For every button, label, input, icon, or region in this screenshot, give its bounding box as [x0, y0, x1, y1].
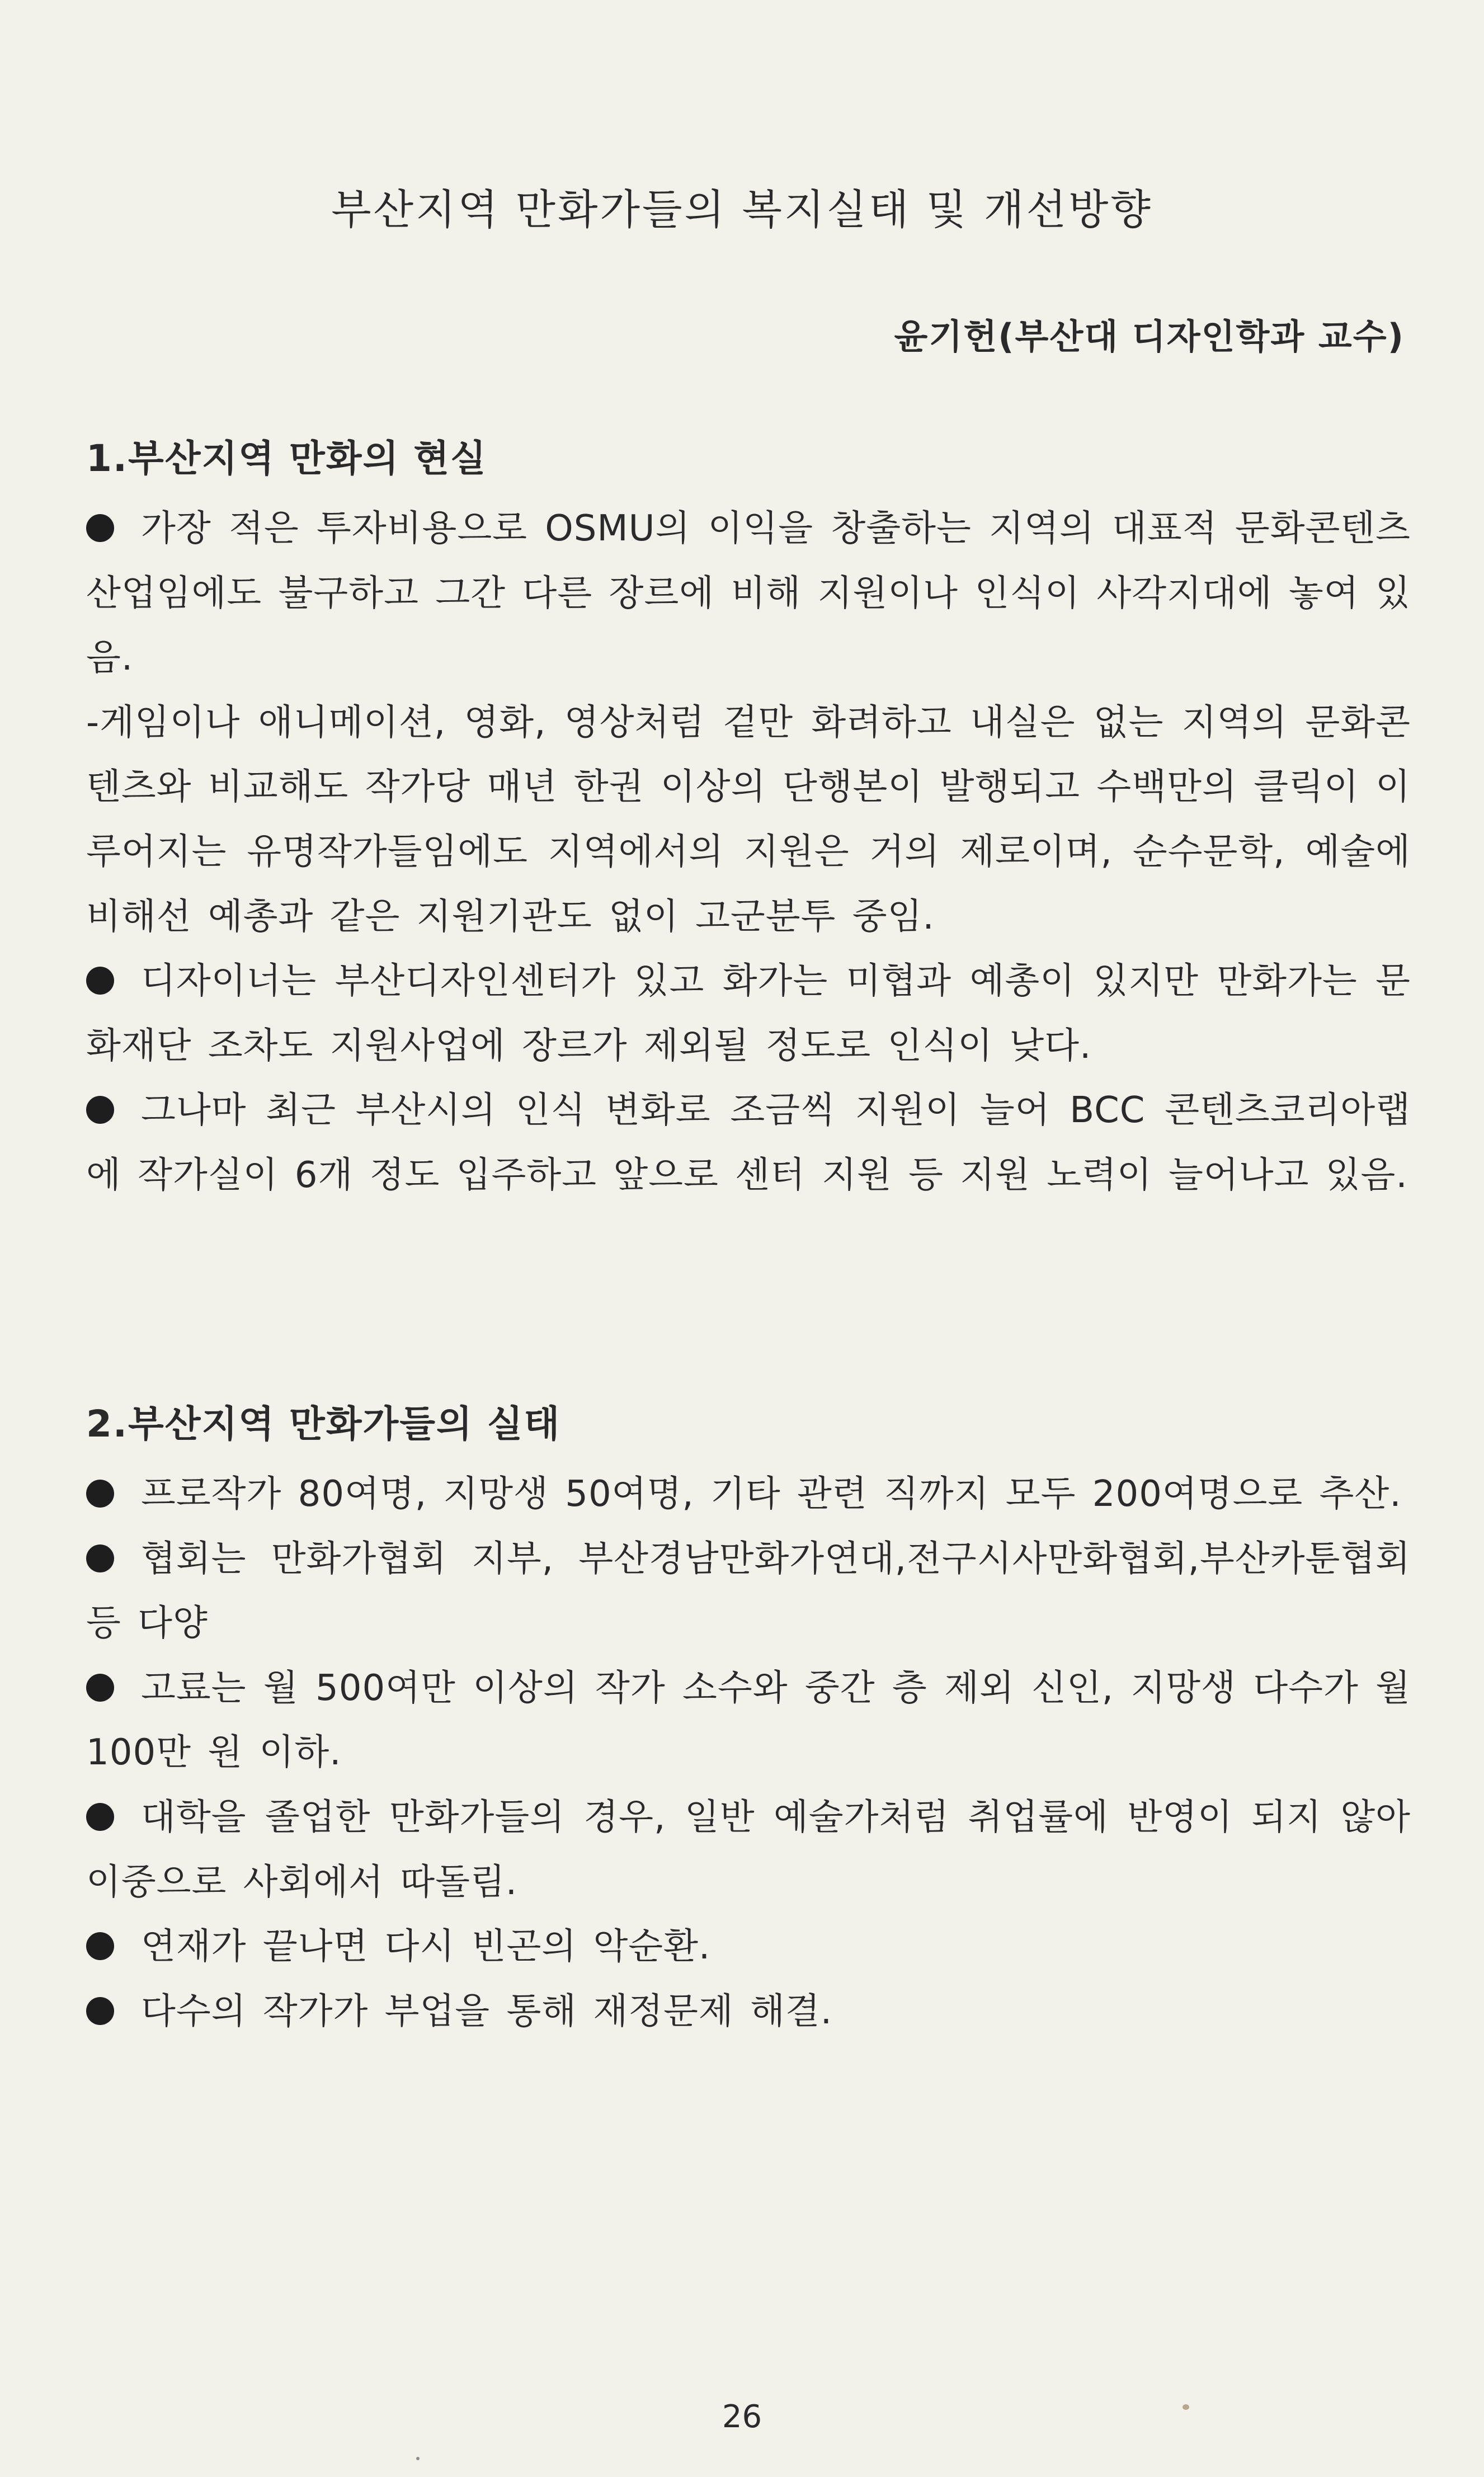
bullet-icon: [86, 1803, 114, 1831]
paragraph-text: 디자이너는 부산디자인센터가 있고 화가는 미협과 예총이 있지만 만화가는 문화재단 조차도 지원사업에 장르가 제외될 정도로 인식이 낮다.: [86, 960, 1411, 1067]
bullet-icon: [86, 514, 114, 542]
bullet-paragraph: [86, 1980, 1411, 2045]
bullet-paragraph: [86, 1527, 1411, 1656]
bullet-icon: [86, 1096, 114, 1124]
bullet-icon: [86, 1997, 114, 2025]
paragraph-text: 그나마 최근 부산시의 인식 변화로 조금씩 지원이 늘어 BCC 콘텐츠코리아랩에 작가실이 6개 정도 입주하고 앞으로 센터 지원 등 지원 노력이 늘어나고 있음.: [86, 1090, 1411, 1196]
bullet-paragraph: [86, 1656, 1411, 1786]
paragraph-text: -게임이나 애니메이션, 영화, 영상처럼 겉만 화려하고 내실은 없는 지역의 문화콘텐츠와 비교해도 작가당 매년 한권 이상의 단행본이 발행되고 수백만의 클릭이 이루어지는 유명작가들임에도 지역에서의 지원은 거의 제로이며, 순수문학, 예술에 비해선 예총과 같은 지원기관도 없이 고군분투 중임.: [86, 701, 1411, 938]
bullet-icon: [86, 1544, 114, 1572]
bullet-icon: [86, 1932, 114, 1960]
section-reality: [86, 433, 1411, 1208]
paragraph-text: 연재가 끝나면 다시 빈곤의 악순환.: [141, 1926, 711, 1968]
bullet-paragraph: [86, 1462, 1411, 1527]
author-line: 윤기헌(부산대 디자인학과 교수): [894, 316, 1405, 357]
page-number: 26: [722, 2399, 762, 2435]
bullet-paragraph: [86, 1786, 1411, 1915]
paper-speck: [416, 2457, 420, 2460]
bullet-paragraph: [86, 1079, 1411, 1208]
bullet-icon: [86, 1480, 114, 1508]
paragraph-text: 고료는 월 500여만 이상의 작가 소수와 중간 층 제외 신인, 지망생 다수가 월 100만 원 이하.: [86, 1667, 1411, 1774]
paragraph-text: 프로작가 80여명, 지망생 50여명, 기타 관련 직까지 모두 200여명으로 추산.: [141, 1473, 1402, 1515]
paper-speck: [1183, 2404, 1189, 2410]
paragraph-text: 가장 적은 투자비용으로 OSMU의 이익을 창출하는 지역의 대표적 문화콘텐츠 산업임에도 불구하고 그간 다른 장르에 비해 지원이나 인식이 사각지대에 놓여 있음.: [86, 508, 1411, 679]
document-title: 부산지역 만화가들의 복지실태 및 개선방향: [331, 186, 1153, 234]
dash-paragraph: [86, 691, 1411, 949]
bullet-paragraph: [86, 1915, 1411, 1980]
bullet-icon: [86, 1674, 114, 1702]
paragraph-text: 다수의 작가가 부업을 통해 재정문제 해결.: [141, 1990, 833, 2032]
bullet-icon: [86, 967, 114, 995]
section-status: [86, 1398, 1411, 2044]
paragraph-text: 협회는 만화가협회 지부, 부산경남만화가연대,전구시사만화협회,부산카툰협회 등 다양: [86, 1538, 1411, 1645]
section-heading: 1.부산지역 만화의 현실: [86, 437, 487, 480]
bullet-paragraph: [86, 497, 1411, 691]
paragraph-text: 대학을 졸업한 만화가들의 경우, 일반 예술가처럼 취업률에 반영이 되지 않아 이중으로 사회에서 따돌림.: [86, 1796, 1411, 1903]
bullet-paragraph: [86, 949, 1411, 1079]
section-heading: 2.부산지역 만화가들의 실태: [86, 1402, 561, 1445]
